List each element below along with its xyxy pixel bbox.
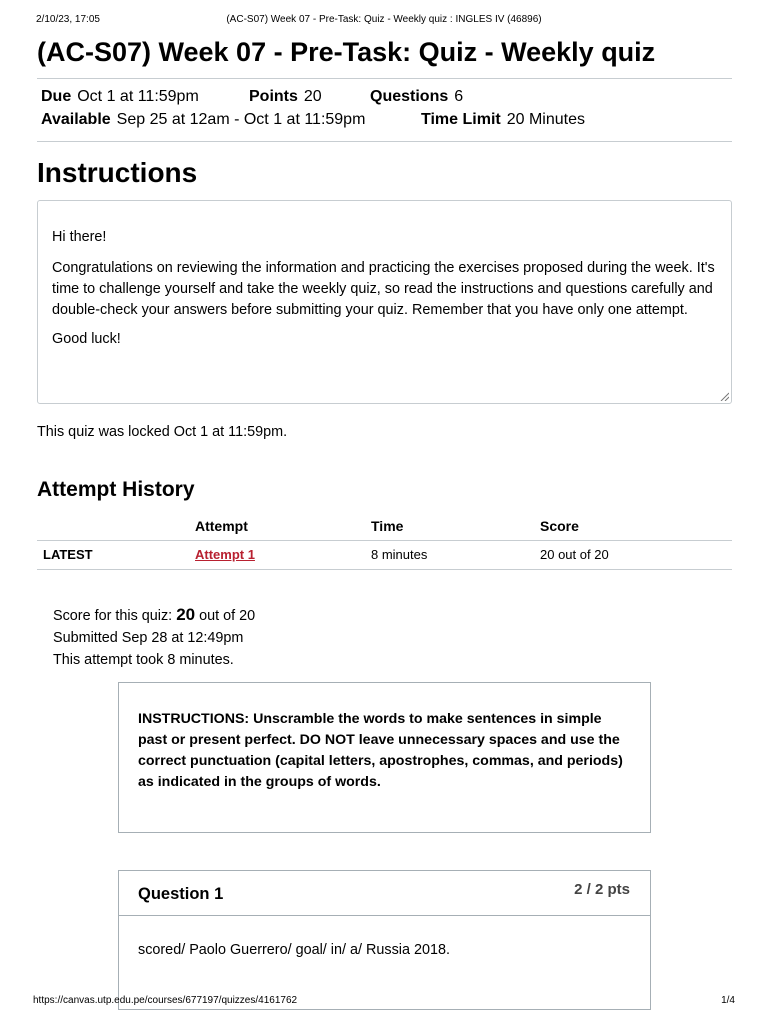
divider xyxy=(37,141,732,142)
page-title: (AC-S07) Week 07 - Pre-Task: Quiz - Weekly quiz xyxy=(37,37,656,67)
instructions-heading: Instructions xyxy=(37,157,198,188)
time-limit-label: Time Limit xyxy=(421,111,501,128)
attempt-history-heading: Attempt History xyxy=(37,478,195,501)
table-header xyxy=(37,514,732,541)
question-title: Question 1 xyxy=(138,885,224,903)
print-url: https://canvas.utp.edu.pe/courses/677197/quizzes/4161762 xyxy=(33,995,298,1006)
available-meta xyxy=(41,111,365,129)
attempt-history-table xyxy=(37,514,732,570)
instructions-greeting: Hi there! xyxy=(52,229,107,245)
table-row xyxy=(37,541,732,570)
column-header-time: Time xyxy=(371,518,404,534)
print-page-number: 1/4 xyxy=(721,995,735,1006)
submitted-time: Submitted Sep 28 at 12:49pm xyxy=(53,630,244,646)
column-header-score: Score xyxy=(540,518,579,534)
score-suffix: out of 20 xyxy=(199,608,256,624)
available-label: Available xyxy=(41,111,111,128)
score-line xyxy=(53,604,255,627)
question-prompt: scored/ Paolo Guerrero/ goal/ in/ a/ Russia 2018. xyxy=(138,942,450,958)
resize-handle-icon[interactable] xyxy=(719,391,729,401)
attempt-duration: This attempt took 8 minutes. xyxy=(53,652,234,668)
instructions-box[interactable] xyxy=(37,200,732,404)
question-instructions-text: INSTRUCTIONS: Unscramble the words to make sentences in simple past or present perfect. DO NOT leave unnecessary spaces and use the correct punctuation (capital letters, apostrophes, commas, and periods) as indicated in the groups of words. xyxy=(138,711,623,790)
time-limit-value: 20 Minutes xyxy=(506,111,585,128)
points-label: Points xyxy=(249,88,298,105)
points-value: 20 xyxy=(303,88,322,105)
divider xyxy=(37,78,732,79)
print-title: (AC-S07) Week 07 - Pre-Task: Quiz - Weekly quiz : INGLES IV (46896) xyxy=(226,14,542,25)
time-limit-meta xyxy=(421,111,585,129)
attempt-1-link[interactable]: Attempt 1 xyxy=(195,547,255,562)
questions-value: 6 xyxy=(454,88,464,105)
due-meta xyxy=(41,88,199,106)
due-value: Oct 1 at 11:59pm xyxy=(77,88,199,105)
attempt-time: 8 minutes xyxy=(371,547,428,562)
question-points: 2 / 2 pts xyxy=(574,881,630,898)
score-summary xyxy=(53,604,255,671)
instructions-closing: Good luck! xyxy=(52,331,121,347)
question-instructions xyxy=(118,682,651,833)
question-1 xyxy=(118,870,651,1010)
due-label: Due xyxy=(41,88,72,105)
questions-meta xyxy=(370,88,463,106)
question-header xyxy=(119,871,650,916)
score-label: Score for this quiz: xyxy=(53,608,173,624)
points-meta xyxy=(249,88,322,106)
instructions-body: Congratulations on reviewing the information and practicing the exercises proposed during the week. It's time to challenge yourself and take the weekly quiz, so read the instructions and questions carefully and double-check your answers before submitting your quiz. Remember that you have only one attempt. xyxy=(52,260,715,318)
attempt-score: 20 out of 20 xyxy=(540,547,609,562)
score-value: 20 xyxy=(176,605,196,624)
available-value: Sep 25 at 12am - Oct 1 at 11:59pm xyxy=(116,111,366,128)
print-header xyxy=(0,14,768,28)
latest-label: LATEST xyxy=(43,547,93,562)
column-header-attempt: Attempt xyxy=(195,518,248,534)
questions-label: Questions xyxy=(370,88,449,105)
print-date: 2/10/23, 17:05 xyxy=(36,14,100,25)
locked-notice: This quiz was locked Oct 1 at 11:59pm. xyxy=(37,424,288,440)
